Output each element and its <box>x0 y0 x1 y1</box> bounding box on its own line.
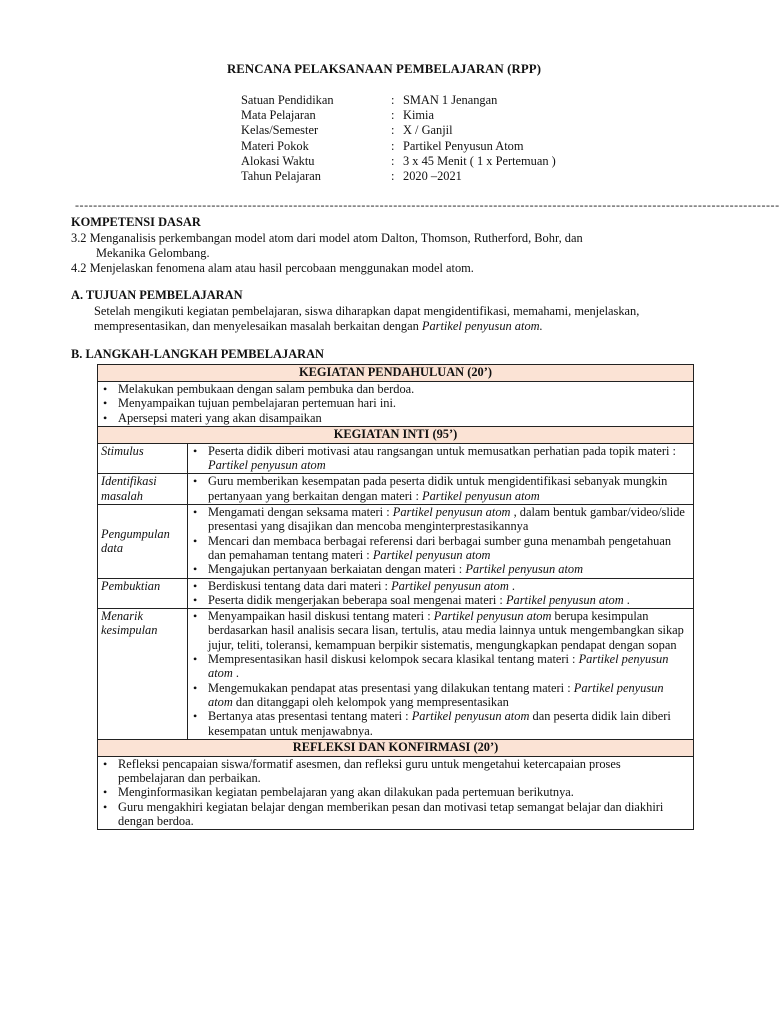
table-row <box>98 443 694 474</box>
list-item <box>191 444 690 473</box>
item-text: dan ditanggapi oleh kelompok yang mempresentasikan <box>235 694 509 709</box>
table-row <box>98 505 694 578</box>
phase-title-refleksi: REFLEKSI DAN KONFIRMASI (20’) <box>98 739 694 756</box>
item-text: Peserta didik diberi motivasi atau rangsangan untuk memusatkan perhatian pada topik materi : <box>208 443 676 458</box>
item-text: Mempresentasikan hasil diskusi kelompok secara klasikal tentang materi : <box>208 652 576 667</box>
item-text: . <box>235 666 240 681</box>
list-item <box>191 652 690 681</box>
tujuan-heading: A. TUJUAN PEMBELAJARAN <box>71 288 243 302</box>
step-label-pengumpulan: Pengumpulan data <box>98 505 188 578</box>
step-label-identifikasi: Identifikasi masalah <box>98 474 188 505</box>
pembuktian-list <box>191 579 690 608</box>
list-item: • Apersepsi materi yang akan disampaikan <box>101 411 690 425</box>
learning-steps-table <box>97 364 694 830</box>
meta-row-kelas <box>241 123 556 138</box>
tujuan-topic: Partikel penyusun atom. <box>421 319 543 333</box>
table-row <box>98 756 694 829</box>
menarik-list <box>191 609 690 738</box>
topic-text: Partikel penyusun atom <box>208 458 326 473</box>
list-item: • Refleksi pencapaian siswa/formatif asesmen, dan refleksi guru untuk mengetahui ketercapaian proses pembelajaran dan perbaikan. <box>101 757 690 786</box>
topic-text: Partikel penyusun atom <box>391 578 509 593</box>
phase-row <box>98 365 694 382</box>
table-row <box>98 609 694 740</box>
meta-row-mapel <box>241 108 556 123</box>
item-text: Mengajukan pertanyaan berkaiatan dengan materi : <box>208 562 463 577</box>
item-text: berupa kesimpulan berdasarkan hasil analisis secara lisan, tertulis, atau media lainnya untuk mengembangkan sikap jujur, teliti, toleransi, kemampuan berpikir sistematis, mengungkapkan pendapat dengan sopan <box>208 609 684 652</box>
list-item <box>191 579 690 593</box>
phase-title-inti: KEGIATAN INTI (95’) <box>98 426 694 443</box>
pengumpulan-list <box>191 505 690 576</box>
meta-value: 3 x 45 Menit ( 1 x Pertemuan ) <box>403 153 556 168</box>
step-content-stimulus <box>188 443 694 474</box>
list-item: • Menginformasikan kegiatan pembelajaran yang akan dilakukan pada pertemuan berikutnya. <box>101 785 690 799</box>
refleksi-list <box>101 757 690 828</box>
kd-3-2: 3.2 Menganalisis perkembangan model atom dari model atom Dalton, Thomson, Rutherford, Bohr, dan <box>71 231 583 245</box>
meta-value: Kimia <box>403 108 434 123</box>
item-text: dan peserta didik lain diberi kesempatan untuk menjawabnya. <box>208 709 671 738</box>
meta-key: Kelas/Semester <box>241 123 319 138</box>
meta-key: Materi Pokok <box>241 138 309 153</box>
step-label-menarik: Menarik kesimpulan <box>98 609 188 740</box>
list-item <box>191 609 690 652</box>
list-item <box>191 474 690 503</box>
meta-colon: : <box>391 138 395 153</box>
meta-colon: : <box>391 93 395 107</box>
list-item: • Melakukan pembukaan dengan salam pembuka dan berdoa. <box>101 382 690 396</box>
document-title: RENCANA PELAKSANAAN PEMBELAJARAN (RPP) <box>226 62 542 76</box>
table-row <box>98 578 694 609</box>
meta-value: SMAN 1 Jenangan <box>403 93 498 107</box>
meta-value: Partikel Penyusun Atom <box>403 138 524 153</box>
item-text: , dalam bentuk gambar/video/slide presentasi yang disajikan dan mencoba menginterprestasikannya <box>208 505 685 534</box>
pendahuluan-cell <box>98 382 694 427</box>
meta-row-alokasi <box>241 154 556 169</box>
phase-title-pendahuluan: KEGIATAN PENDAHULUAN (20’) <box>98 365 694 382</box>
stimulus-list <box>191 444 690 473</box>
meta-key: Alokasi Waktu <box>241 153 315 168</box>
list-item <box>191 709 690 738</box>
meta-key: Mata Pelajaran <box>241 108 316 123</box>
topic-text: Partikel penyusun atom <box>208 680 664 709</box>
phase-row <box>98 739 694 756</box>
topic-text: Partikel penyusun atom <box>422 488 540 503</box>
step-content-pembuktian <box>188 578 694 609</box>
table-row <box>98 382 694 427</box>
meta-row-satuan <box>241 93 556 108</box>
identifikasi-list <box>191 474 690 503</box>
step-label-pembuktian: Pembuktian <box>98 578 188 609</box>
meta-key: Tahun Pelajaran <box>241 168 321 183</box>
item-text: Mengamati dengan seksama materi : <box>208 505 390 520</box>
kd-4-2: 4.2 Menjelaskan fenomena alam atau hasil percobaan menggunakan model atom. <box>71 260 474 275</box>
step-content-pengumpulan <box>188 505 694 578</box>
item-text: Berdiskusi tentang data dari materi : <box>208 578 388 593</box>
phase-row <box>98 426 694 443</box>
tujuan-text: Setelah mengikuti kegiatan pembelajaran, siswa diharapkan dapat mengidentifikasi, memahami, menjelaskan, mempresentasikan, dan menyelesaikan masalah berkaitan dengan <box>94 304 640 333</box>
tujuan-paragraph <box>94 304 694 334</box>
list-item <box>191 505 690 534</box>
meta-value: X / Ganjil <box>403 123 453 138</box>
meta-colon: : <box>391 123 395 138</box>
meta-row-materi <box>241 139 556 154</box>
refleksi-cell <box>98 756 694 829</box>
topic-text: Partikel penyusun atom <box>411 709 530 724</box>
topic-text: Partikel penyusun atom <box>392 505 511 520</box>
kompetensi-list <box>71 231 701 275</box>
meta-value: 2020 –2021 <box>403 168 462 183</box>
list-item <box>191 681 690 710</box>
identity-block <box>241 93 556 184</box>
step-label-stimulus: Stimulus <box>98 443 188 474</box>
meta-colon: : <box>391 168 395 183</box>
topic-text: Partikel penyusun atom <box>465 562 584 577</box>
list-item <box>191 534 690 563</box>
meta-key: Satuan Pendidikan <box>241 93 334 107</box>
meta-row-tahun <box>241 169 556 184</box>
pendahuluan-list <box>101 382 690 425</box>
meta-colon: : <box>391 108 395 123</box>
meta-colon: : <box>391 153 395 168</box>
item-text: . <box>626 592 630 607</box>
list-item: • Menyampaikan tujuan pembelajaran pertemuan hari ini. <box>101 396 690 410</box>
step-content-menarik <box>188 609 694 740</box>
step-content-identifikasi <box>188 474 694 505</box>
list-item <box>191 593 690 607</box>
topic-text: Partikel penyusun atom <box>372 547 491 562</box>
langkah-heading: B. LANGKAH-LANGKAH PEMBELAJARAN <box>71 347 324 361</box>
list-item <box>191 562 690 576</box>
kd-3-2-continuation: Mekanika Gelombang. <box>96 245 210 260</box>
item-text: Guru memberikan kesempatan pada peserta didik untuk mengidentifikasi sebanyak mungkin pertanyaan yang berkaitan dengan materi : <box>208 474 668 503</box>
item-text: Mencari dan membaca berbagai referensi dari berbagai sumber guna menambah pengetahuan dan pemahaman tentang materi : <box>208 533 672 562</box>
topic-text: Partikel penyusun atom <box>505 592 624 607</box>
dashed-divider: ----------------------------------------------------------------------------------------------------------------------------------------------------------- <box>75 198 780 212</box>
item-text: Menyampaikan hasil diskusi tentang materi : <box>208 609 431 624</box>
item-text: Mengemukakan pendapat atas presentasi yang dilakukan tentang materi : <box>208 680 571 695</box>
item-text: Bertanya atas presentasi tentang materi : <box>208 709 409 724</box>
item-text: Peserta didik mengerjakan beberapa soal mengenai materi : <box>208 592 503 607</box>
item-text: . <box>511 578 515 593</box>
topic-text: Partikel penyusun atom <box>208 652 669 681</box>
kompetensi-heading: KOMPETENSI DASAR <box>71 215 201 229</box>
topic-text: Partikel penyusun atom <box>433 609 552 624</box>
table-row <box>98 474 694 505</box>
list-item: • Guru mengakhiri kegiatan belajar dengan memberikan pesan dan motivasi tetap semangat belajar dan diakhiri dengan berdoa. <box>101 800 690 829</box>
